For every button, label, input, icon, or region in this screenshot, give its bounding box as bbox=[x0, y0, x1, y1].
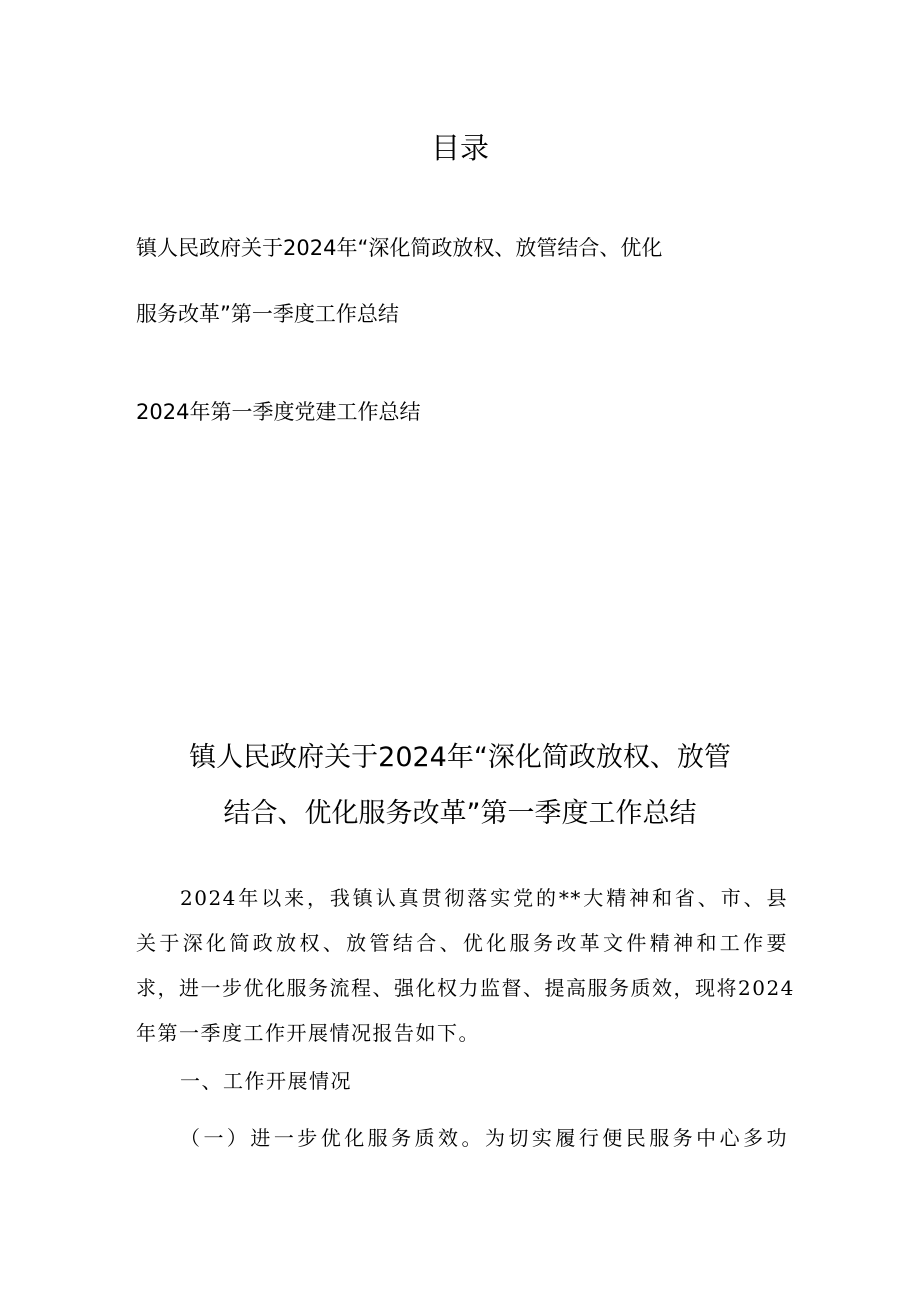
toc-item-1[interactable] bbox=[136, 234, 736, 328]
intro-paragraph-line1: 2024年以来，我镇认真贯彻落实党的**大精神和省、市、县 bbox=[180, 886, 788, 910]
toc-item-2-line1: 2024年第一季度党建工作总结 bbox=[136, 400, 421, 424]
intro-paragraph-line2: 关于深化简政放权、放管结合、优化服务改革文件精神和工作要 bbox=[136, 931, 788, 955]
intro-paragraph bbox=[136, 876, 795, 1056]
intro-paragraph-line3: 求，进一步优化服务流程、强化权力监督、提高服务质效，现将2024 bbox=[136, 976, 795, 1000]
subsection-paragraph: （一）进一步优化服务质效。为切实履行便民服务中心多功 bbox=[180, 1126, 788, 1150]
document-title-line2: 结合、优化服务改革”第一季度工作总结 bbox=[223, 798, 697, 829]
toc-item-1-line2: 服务改革”第一季度工作总结 bbox=[136, 302, 399, 326]
toc-item-1-line1: 镇人民政府关于2024年“深化简政放权、放管结合、优化 bbox=[136, 236, 663, 260]
toc-title: 目录 bbox=[430, 131, 489, 165]
toc-item-2[interactable] bbox=[136, 398, 736, 426]
document-title-line1: 镇人民政府关于2024年“深化简政放权、放管 bbox=[189, 742, 731, 773]
document-title bbox=[0, 730, 920, 842]
section-heading: 一、工作开展情况 bbox=[180, 1069, 352, 1093]
intro-paragraph-line4: 年第一季度工作开展情况报告如下。 bbox=[136, 1021, 480, 1045]
